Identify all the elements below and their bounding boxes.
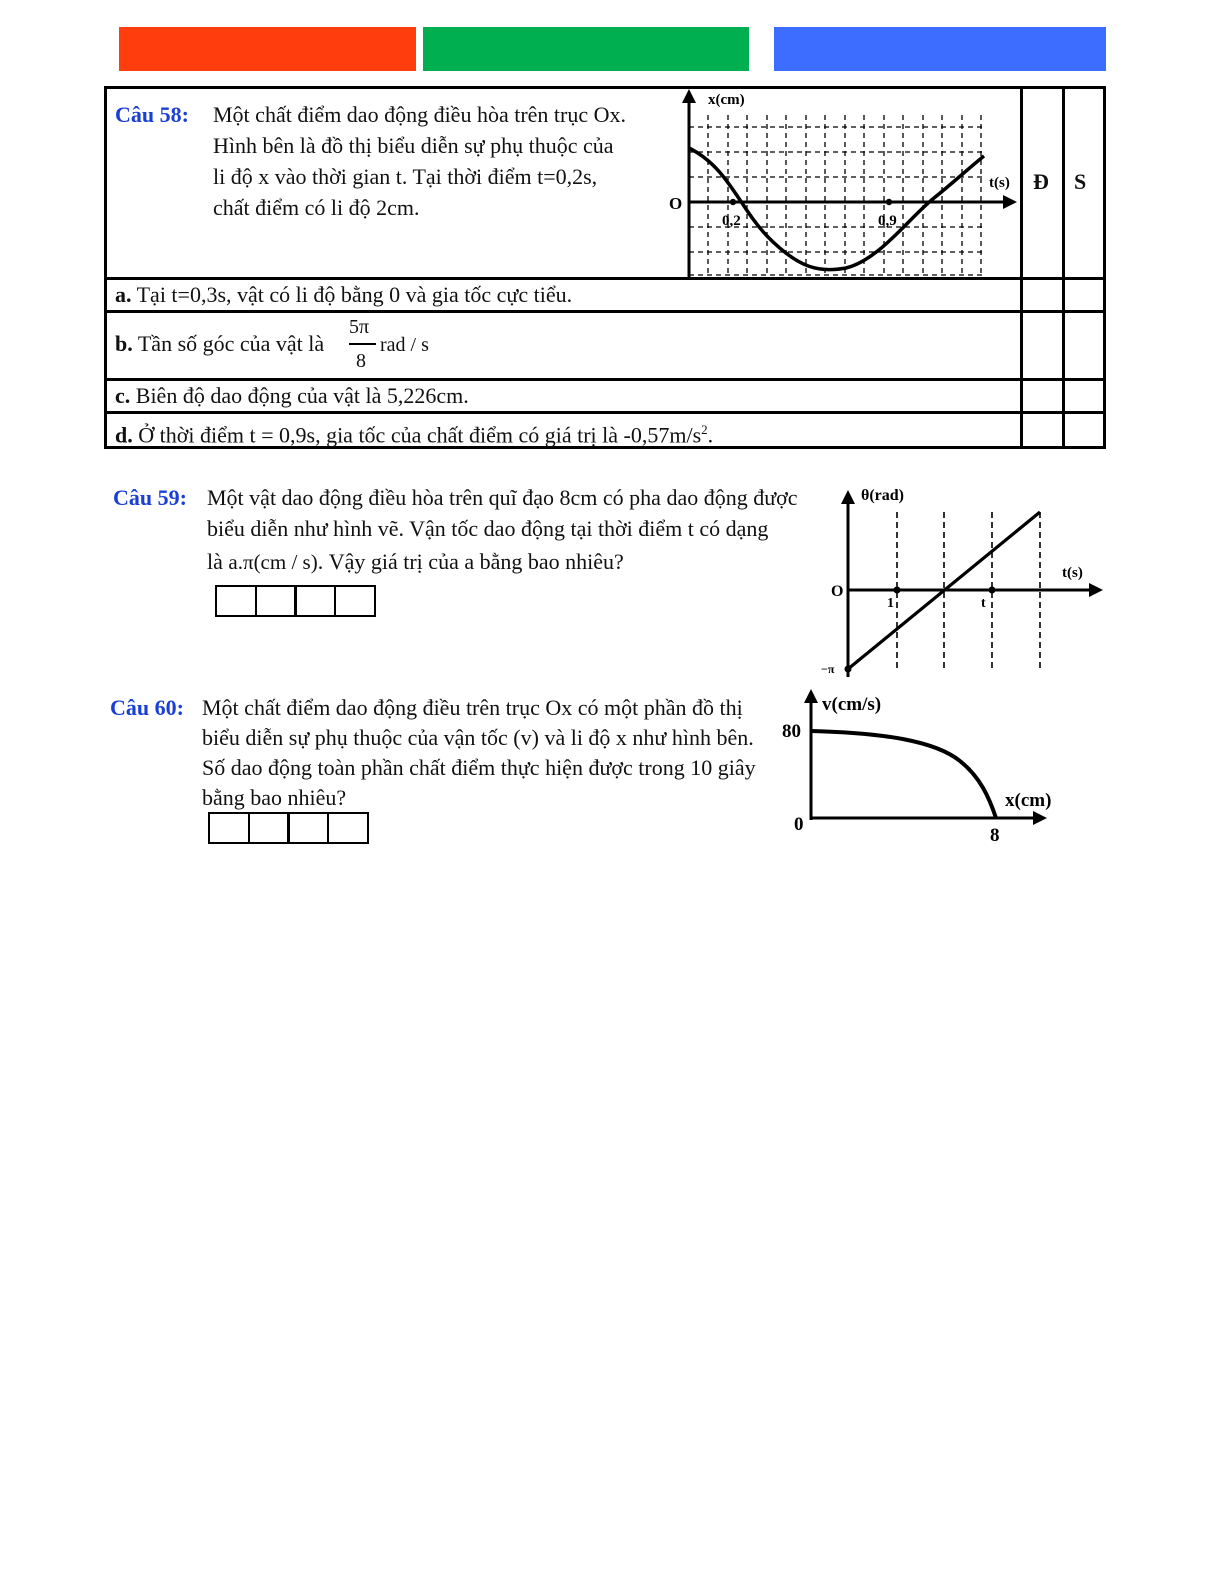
q58-graph: [659, 88, 1019, 278]
q60-answer-digit-4[interactable]: [327, 812, 369, 844]
q58-text-line-2: Hình bên là đồ thị biểu diễn sự phụ thuộc của: [213, 133, 614, 158]
q58-text-line-3: li độ x vào thời gian t. Tại thời điểm t=0,2s,: [213, 164, 598, 189]
q58-label: Câu 58:: [115, 102, 189, 127]
q59-text-line-3-start: là: [207, 549, 223, 574]
statement-d-text: Ở thời điểm t = 0,9s, gia tốc của chất điểm có giá trị là -0,57m/s: [138, 422, 702, 448]
q60-text-line-1: Một chất điểm dao động điều trên trục Ox có một phần đồ thị: [202, 695, 743, 720]
q60-text-line-4: bằng bao nhiêu?: [202, 785, 347, 810]
q59-graph: [815, 482, 1110, 677]
statement-c-prefix: c.: [115, 383, 131, 408]
header-bar-blue: [774, 27, 1106, 71]
q60-y-value: 80: [782, 721, 801, 742]
q60-origin-label: 0: [794, 814, 804, 835]
statement-d-superscript: 2: [701, 422, 708, 437]
q58-tick-t1: 0,2: [722, 213, 741, 229]
q59-text-line-3-end: . Vậy giá trị của a bằng bao nhiêu?: [317, 549, 624, 574]
q58-y-axis-arrow-icon: [682, 89, 696, 103]
statement-d-prefix: d.: [115, 422, 133, 448]
q59-point-t: [989, 587, 996, 594]
q58-table: [104, 86, 1106, 449]
statement-c-text: Biên độ dao động của vật là 5,226cm.: [135, 383, 469, 408]
statement-a-text: Tại t=0,3s, vật có li độ bằng 0 và gia tốc cực tiểu.: [136, 282, 573, 307]
q60-label: Câu 60:: [110, 695, 184, 720]
q58-graph-grid: [689, 115, 984, 277]
answer-c-dung-cell[interactable]: [1023, 381, 1062, 411]
q58-text-line-1: Một chất điểm dao động điều hòa trên trục Ox.: [213, 102, 627, 127]
statement-b-numerator: 5π: [349, 316, 370, 338]
statement-b: [115, 328, 324, 359]
answer-c-sai-cell[interactable]: [1065, 381, 1103, 411]
q59-answer-digit-2[interactable]: [255, 585, 297, 617]
answer-a-sai-cell[interactable]: [1065, 280, 1103, 310]
q60-graph: [775, 685, 1060, 850]
answer-d-sai-cell[interactable]: [1065, 414, 1103, 446]
q60-x-value: 8: [990, 825, 1000, 846]
q58-point-t1: [730, 199, 736, 205]
q59-text-line-3: [207, 546, 624, 578]
q59-y-min-label: −π: [821, 662, 835, 676]
q58-x-axis-arrow-icon: [1003, 195, 1017, 209]
q58-x-label: t(s): [989, 175, 1010, 191]
q59-text-line-1: Một vật dao động điều hòa trên quĩ đạo 8cm có pha dao động được: [207, 485, 798, 510]
q58-text-line-4: chất điểm có li độ 2cm.: [213, 195, 420, 220]
q59-point-tick1: [894, 587, 901, 594]
q59-x-label: t(s): [1062, 565, 1083, 581]
statement-b-text: Tần số góc của vật là: [137, 331, 325, 356]
q60-y-axis-arrow-icon: [804, 689, 818, 703]
q59-x-axis-arrow-icon: [1089, 583, 1103, 597]
answer-d-dung-cell[interactable]: [1023, 414, 1062, 446]
column-header-sai: S: [1074, 169, 1087, 194]
q59-point-start: [845, 666, 852, 673]
q59-answer-digit-4[interactable]: [334, 585, 376, 617]
q60-x-axis-arrow-icon: [1033, 811, 1047, 825]
statement-b-prefix: b.: [115, 331, 133, 356]
q59-answer-digit-1[interactable]: [215, 585, 257, 617]
answer-b-dung-cell[interactable]: [1023, 313, 1062, 378]
q60-x-label: x(cm): [1005, 790, 1052, 811]
q59-tick-1: 1: [887, 596, 894, 611]
q59-graph-grid: [897, 512, 1040, 672]
q59-origin-label: O: [831, 583, 844, 600]
q59-label: Câu 59:: [113, 485, 187, 510]
header-bar-red: [119, 27, 416, 71]
statement-a: [115, 279, 572, 310]
q59-formula: a.π(cm / s): [228, 550, 318, 574]
column-header-dung: Đ: [1033, 169, 1049, 194]
q59-y-label: θ(rad): [861, 487, 905, 504]
q60-answer-digit-1[interactable]: [208, 812, 250, 844]
statement-b-denominator: 8: [356, 350, 366, 372]
answer-b-sai-cell[interactable]: [1065, 313, 1103, 378]
q59-tick-t: t: [981, 596, 986, 611]
q60-y-label: v(cm/s): [822, 694, 882, 715]
q60-answer-digit-2[interactable]: [248, 812, 290, 844]
q59-y-axis-arrow-icon: [841, 490, 855, 504]
statement-d-end: .: [707, 422, 714, 448]
q58-point-t2: [886, 199, 892, 205]
q59-text-line-2: biểu diễn như hình vẽ. Vận tốc dao động tại thời điểm t có dạng: [207, 516, 769, 541]
q59-answer-digit-3[interactable]: [294, 585, 336, 617]
q60-answer-boxes: [208, 812, 369, 844]
q58-tick-t2: 0,9: [878, 213, 897, 229]
q59-answer-boxes: [215, 585, 376, 617]
answer-a-dung-cell[interactable]: [1023, 280, 1062, 310]
statement-d: [115, 414, 713, 450]
q60-text-line-3: Số dao động toàn phần chất điểm thực hiện được trong 10 giây: [202, 755, 756, 780]
statement-b-unit: rad / s: [380, 334, 429, 356]
statement-c: [115, 380, 469, 411]
q60-text-line-2: biểu diễn sự phụ thuộc của vận tốc (v) và li độ x như hình bên.: [202, 725, 754, 750]
q58-y-label: x(cm): [708, 92, 745, 108]
q60-curve: [811, 731, 996, 818]
statement-a-prefix: a.: [115, 282, 132, 307]
header-bar-green: [423, 27, 749, 71]
q60-answer-digit-3[interactable]: [287, 812, 329, 844]
q58-origin-label: O: [669, 194, 683, 213]
